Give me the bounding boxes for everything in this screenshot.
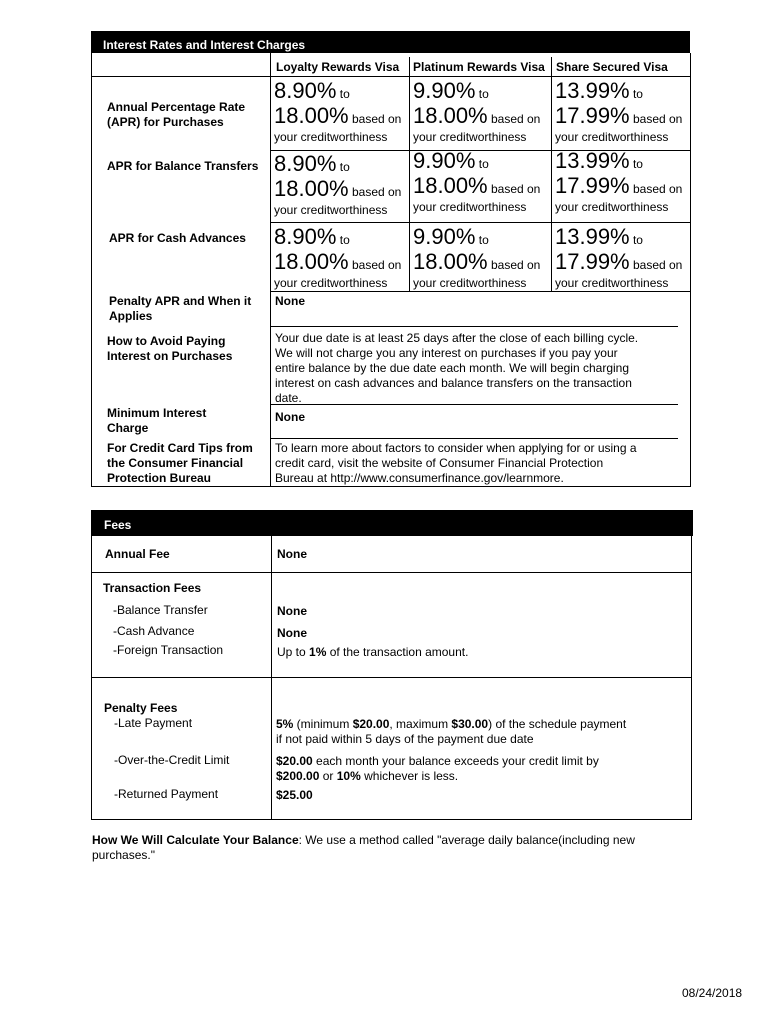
fees-row-divider	[91, 572, 692, 573]
balance-transfer-label: -Balance Transfer	[113, 603, 208, 617]
row-label-apr-cash-advances: APR for Cash Advances	[109, 231, 246, 245]
annual-fee-value: None	[277, 547, 307, 561]
returned-payment-value: $25.00	[276, 788, 313, 802]
rate-column-divider-1	[409, 57, 410, 291]
row-divider	[270, 326, 678, 327]
fees-row-divider	[91, 677, 692, 678]
rate-cell: 9.90% to 18.00% based on your creditworthiness	[413, 148, 541, 214]
cash-advance-label: -Cash Advance	[113, 624, 195, 638]
column-header-underline	[91, 76, 691, 77]
annual-fee-label: Annual Fee	[105, 547, 170, 561]
fees-border-right	[691, 536, 692, 820]
interest-header-title: Interest Rates and Interest Charges	[103, 38, 306, 52]
row-label-apr-purchases: Annual Percentage Rate (APR) for Purchases	[107, 100, 246, 129]
cash-advance-value: None	[277, 626, 307, 640]
table-border-bottom	[91, 486, 691, 487]
avoid-interest-text: Your due date is at least 25 days after the close of each billing cycle. We will not charge you any interest on purchases if you pay your entire balance by the due date each month. We will begin charging interest on cash advances and balance transfers on the transaction date.	[275, 331, 639, 405]
fees-header-bar	[91, 510, 693, 536]
row-divider	[270, 438, 678, 439]
penalty-fees-title: Penalty Fees	[104, 701, 178, 715]
rate-cell: 8.90% to 18.00% based on your creditworthiness	[274, 224, 402, 290]
foreign-transaction-value: Up to 1% of the transaction amount.	[277, 645, 469, 659]
row-divider	[270, 291, 691, 292]
rate-cell: 8.90% to 18.00% based on your creditworthiness	[274, 151, 402, 217]
row-label-avoid-interest: How to Avoid Paying Interest on Purchases	[107, 334, 233, 363]
penalty-apr-value: None	[275, 294, 305, 308]
over-limit-value: $20.00 each month your balance exceeds your credit limit by $200.00 or 10% whichever is less.	[276, 754, 599, 783]
over-limit-label: -Over-the-Credit Limit	[114, 753, 230, 767]
late-payment-value: 5% (minimum $20.00, maximum $30.00) of the schedule payment if not paid within 5 days of the payment due date	[276, 717, 627, 746]
rate-cell: 9.90% to 18.00% based on your creditworthiness	[413, 78, 541, 144]
fees-column-divider	[271, 536, 272, 820]
table-border-right	[690, 53, 691, 487]
row-divider	[270, 222, 691, 223]
label-column-divider	[270, 53, 271, 487]
rate-cell: 9.90% to 18.00% based on your creditworthiness	[413, 224, 541, 290]
balance-method-note: How We Will Calculate Your Balance: We use a method called "average daily balance(including new purchases."	[92, 833, 635, 862]
row-label-minimum-interest: Minimum Interest Charge	[107, 406, 207, 435]
minimum-interest-value: None	[275, 410, 305, 424]
transaction-fees-title: Transaction Fees	[103, 581, 202, 595]
rate-column-divider-2	[551, 57, 552, 291]
row-label-apr-balance-transfers: APR for Balance Transfers	[107, 159, 259, 173]
late-payment-label: -Late Payment	[114, 716, 193, 730]
returned-payment-label: -Returned Payment	[114, 787, 219, 801]
balance-transfer-value: None	[277, 604, 307, 618]
interest-header-bar	[91, 31, 690, 53]
rate-cell: 13.99% to 17.99% based on your creditworthiness	[555, 148, 683, 214]
row-label-cfpb-tips: For Credit Card Tips from the Consumer Financial Protection Bureau	[107, 441, 253, 485]
fees-border-bottom	[91, 819, 692, 820]
table-border-left	[91, 53, 92, 487]
foreign-transaction-label: -Foreign Transaction	[113, 643, 224, 657]
cfpb-tips-text: To learn more about factors to consider when applying for or using a credit card, visit the website of Consumer Financial Protection Bureau at http://www.consumerfinance.gov/learnmore.	[275, 441, 637, 485]
footer-date: 08/24/2018	[682, 986, 743, 1000]
rate-cell: 13.99% to 17.99% based on your creditworthiness	[555, 224, 683, 290]
cfpb-link[interactable]: Bureau at http://www.consumerfinance.gov/learnmore.	[275, 471, 564, 485]
column-header-platinum: Platinum Rewards Visa	[413, 60, 545, 74]
column-header-loyalty: Loyalty Rewards Visa	[276, 60, 400, 74]
rate-cell: 13.99% to 17.99% based on your creditworthiness	[555, 78, 683, 144]
fees-border-left	[91, 536, 92, 820]
row-label-penalty-apr: Penalty APR and When it Applies	[109, 294, 252, 323]
rate-cell: 8.90% to 18.00% based on your creditworthiness	[274, 78, 402, 144]
column-header-share-secured: Share Secured Visa	[556, 60, 668, 74]
fees-header-title: Fees	[104, 518, 132, 532]
